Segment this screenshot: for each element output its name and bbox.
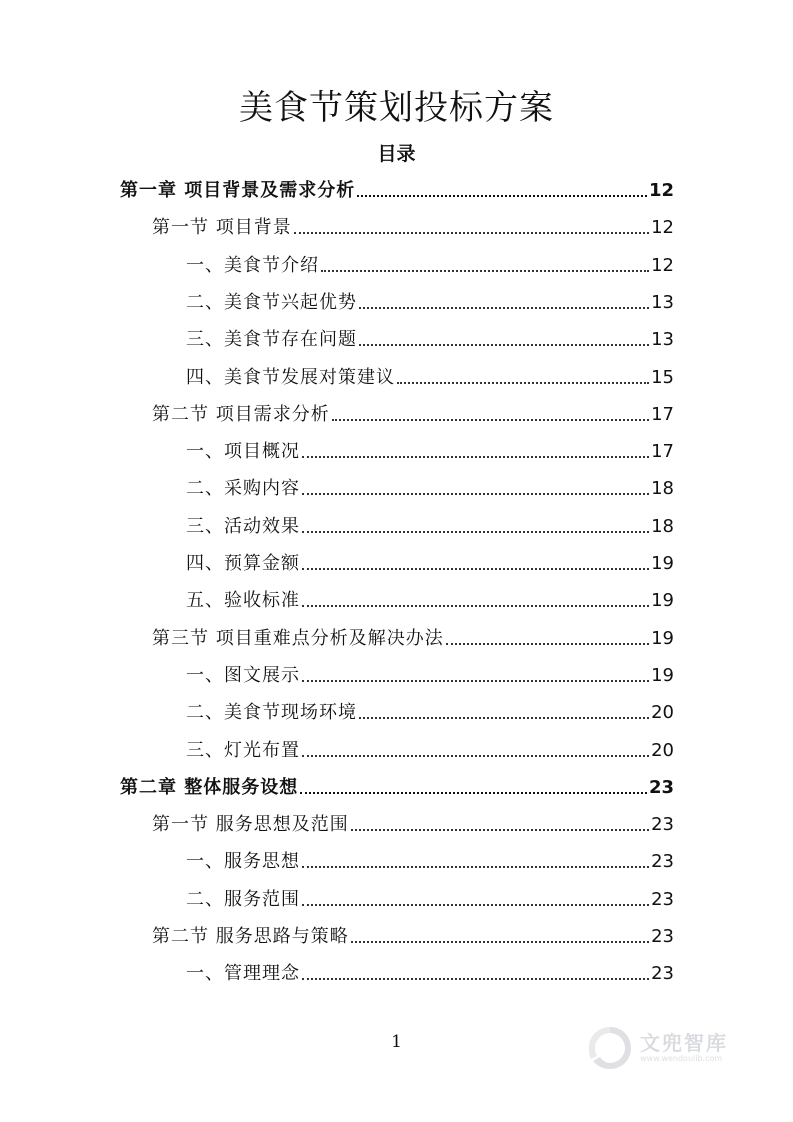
toc-subsection-entry[interactable] [186,363,674,389]
toc-entry-page: 23 [651,851,674,873]
toc-entry-label: 二、美食节兴起优势 [186,291,357,313]
watermark-name: 文兜智库 [640,1031,728,1056]
toc-entry-label: 一、服务思想 [186,851,300,873]
toc-entry-label: 第二节 服务思路与策略 [152,926,349,947]
toc-entry-label: 一、美食节介绍 [186,254,319,276]
toc-dot-leader [302,568,649,570]
toc-entry-page: 20 [651,702,674,724]
toc-entry-label: 一、图文展示 [186,664,300,686]
toc-entry-page: 19 [651,664,674,686]
toc-section-entry[interactable] [152,810,674,836]
toc-dot-leader [300,792,647,794]
toc-dot-leader [294,232,649,234]
toc-entry-page: 18 [651,515,674,537]
toc-entry-page: 13 [651,291,674,313]
toc-entry-page: 12 [648,180,674,201]
toc-dot-leader [302,904,649,906]
toc-subsection-entry[interactable] [186,847,674,873]
toc-entry-page: 15 [651,366,674,388]
toc-dot-leader [302,866,649,868]
toc-dot-leader [302,531,649,533]
toc-entry-page: 23 [651,963,674,985]
toc-entry-label: 三、活动效果 [186,515,300,537]
toc-entry-label: 五、验收标准 [186,590,300,612]
toc-subsection-entry[interactable] [186,325,674,351]
toc-entry-label: 第一节 项目背景 [152,217,292,239]
document-title: 美食节策划投标方案 [239,88,554,128]
toc-section-entry[interactable] [152,400,674,426]
toc-dot-leader [397,382,649,384]
toc-entry-page: 19 [651,627,674,649]
toc-entry-label: 第三节 项目重难点分析及解决办法 [152,627,444,649]
toc-entry-page: 19 [651,590,674,612]
toc-entry-page: 17 [651,441,674,463]
toc-dot-leader [359,307,649,309]
toc-entry-page: 23 [651,888,674,910]
toc-subsection-entry[interactable] [186,661,674,687]
toc-dot-leader [332,419,649,421]
toc-dot-leader [302,605,649,607]
toc-entry-label: 第二章 整体服务设想 [120,776,299,798]
toc-dot-leader [351,829,649,831]
toc-entry-page: 13 [651,329,674,351]
toc-entry-page: 18 [651,478,674,500]
toc-entry-label: 二、采购内容 [186,478,300,500]
toc-subsection-entry[interactable] [186,549,674,575]
toc-entry-page: 12 [651,254,674,276]
toc-entry-label: 第一节 服务思想及范围 [152,814,349,836]
toc-chapter-entry[interactable] [120,176,674,202]
toc-dot-leader [302,456,649,458]
toc-entry-label: 二、美食节现场环境 [186,702,357,724]
toc-dot-leader [359,717,649,719]
watermark-url: www.wendoulib.com [640,1054,723,1064]
toc-subsection-entry[interactable] [186,437,674,463]
toc-entry-page: 12 [651,217,674,239]
toc-section-entry[interactable] [152,213,674,239]
toc-entry-label: 四、美食节发展对策建议 [186,366,395,388]
toc-entry-label: 四、预算金额 [186,553,300,574]
toc-dot-leader [302,978,649,980]
toc-entry-page: 17 [651,403,674,425]
toc-entry-label: 一、项目概况 [186,441,300,463]
toc-chapter-entry[interactable] [120,773,674,799]
toc-heading: 目录 [377,143,416,165]
toc-subsection-entry[interactable] [186,251,674,277]
toc-dot-leader [321,270,649,272]
toc-section-entry[interactable] [152,624,674,650]
toc-subsection-entry[interactable] [186,698,674,724]
toc-dot-leader [359,344,649,346]
toc-section-entry[interactable] [152,922,674,948]
toc-dot-leader [351,941,649,943]
toc-entry-page: 23 [648,776,674,798]
toc-subsection-entry[interactable] [186,586,674,612]
toc-subsection-entry[interactable] [186,512,674,538]
toc-dot-leader [357,195,647,197]
toc-entry-page: 23 [651,926,674,947]
toc-entry-page: 20 [651,739,674,761]
toc-entry-page: 23 [651,814,674,836]
toc-entry-label: 二、服务范围 [186,888,300,910]
wendou-logo-icon [586,1024,634,1072]
toc-entry-label: 一、管理理念 [186,963,300,985]
toc-subsection-entry[interactable] [186,736,674,762]
toc-entry-page: 19 [651,553,674,574]
toc-subsection-entry[interactable] [186,885,674,911]
toc-entry-label: 三、灯光布置 [186,739,300,761]
toc-entry-label: 三、美食节存在问题 [186,329,357,351]
toc-dot-leader [302,680,649,682]
toc-subsection-entry[interactable] [186,288,674,314]
toc-subsection-entry[interactable] [186,959,674,985]
toc-dot-leader [302,755,649,757]
toc-dot-leader [446,643,649,645]
toc-dot-leader [302,493,649,495]
page-number: 1 [391,1032,402,1052]
toc-subsection-entry[interactable] [186,474,674,500]
toc-entry-label: 第一章 项目背景及需求分析 [120,180,356,201]
toc-entry-label: 第二节 项目需求分析 [152,403,330,425]
watermark [586,1020,761,1076]
